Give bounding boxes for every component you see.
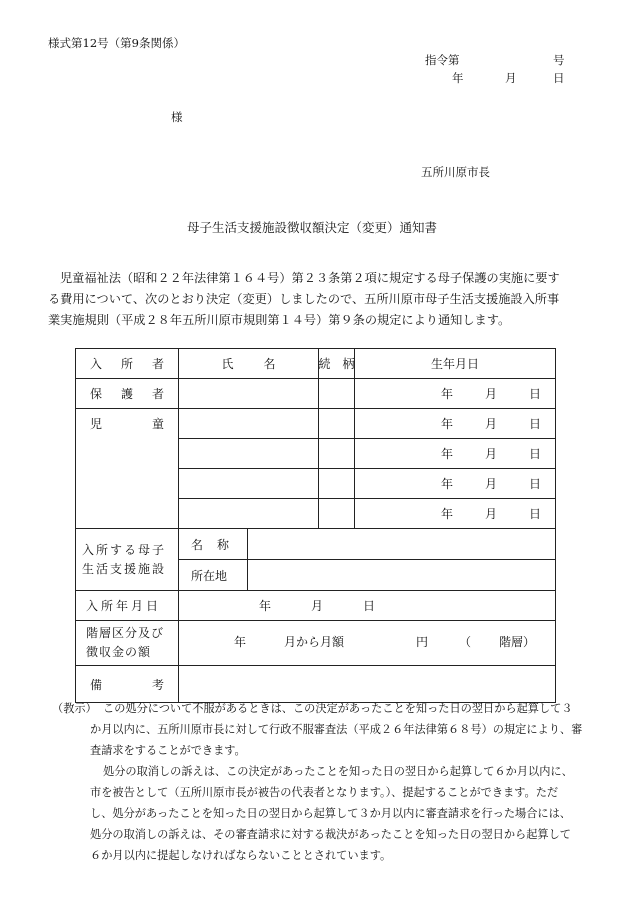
admission-date-cell[interactable]: 年 月 日 <box>179 591 556 621</box>
notice-line: ６か月以内に提起しなければならないこととされています。 <box>90 849 392 862</box>
child-name-cell[interactable] <box>179 439 319 469</box>
admission-date-label: 入所年月日 <box>76 591 179 621</box>
resident-header: 入 所 者 <box>76 349 179 379</box>
facility-name-cell[interactable] <box>248 529 556 560</box>
issuer-name: 五所川原市長 <box>421 165 490 179</box>
remarks-cell[interactable] <box>179 666 556 703</box>
body-paragraph <box>48 268 588 331</box>
facility-name-row <box>76 529 556 560</box>
notice-line: 処分の取消しの訴えは、その審査請求に対する裁決があったことを知った日の翌日から起算して <box>90 828 571 841</box>
issue-date-month: 月 <box>505 71 517 85</box>
tier-amount-cell[interactable]: 年 月から月額 円 （ 階層） <box>179 621 556 666</box>
notice-line: 処分の取消しの訴えは、この決定があったことを知った日の翌日から起算して６か月以内に、 <box>103 765 573 778</box>
child-relation-cell[interactable] <box>319 439 355 469</box>
remarks-label: 備 考 <box>76 666 179 703</box>
child-birthdate-cell[interactable]: 年 月 日 <box>355 499 556 529</box>
document-title: 母子生活支援施設徴収額決定（変更）通知書 <box>187 220 438 235</box>
facility-address-label: 所在地 <box>179 560 248 591</box>
child-label: 児 童 <box>76 409 179 529</box>
child-birthdate-cell[interactable]: 年 月 日 <box>355 439 556 469</box>
guardian-row <box>76 379 556 409</box>
directive-number-prefix: 指令第 <box>425 53 460 67</box>
notice-line: し、処分があったことを知った日の翌日から起算して３か月以内に審査請求を行った場合には、 <box>90 807 571 820</box>
child-name-cell[interactable] <box>179 409 319 439</box>
guardian-relation-cell[interactable] <box>319 379 355 409</box>
child-relation-cell[interactable] <box>319 409 355 439</box>
issue-date-day: 日 <box>553 71 565 85</box>
remarks-row <box>76 666 556 703</box>
form-number: 様式第12号（第9条関係） <box>48 36 185 50</box>
issue-date-year: 年 <box>452 71 464 85</box>
child-birthdate-cell[interactable]: 年 月 日 <box>355 409 556 439</box>
facility-name-label: 名 称 <box>179 529 248 560</box>
notice-form-table <box>75 348 556 703</box>
addressee-suffix: 様 <box>171 110 183 124</box>
child-relation-cell[interactable] <box>319 499 355 529</box>
body-line: 児童福祉法（昭和２２年法律第１６４号）第２３条第２項に規定する母子保護の実施に要す <box>60 271 560 285</box>
tier-label: 階層区分及び 徴収金の額 <box>76 621 179 666</box>
notice-line: 査請求をすることができます。 <box>90 744 246 757</box>
notice-line: 市を被告として（五所川原市長が被告の代表者となります。）、提起することができます。ただ <box>90 786 559 799</box>
facility-label: 入所する母子 生活支援施設 <box>76 529 179 591</box>
child-birthdate-cell[interactable]: 年 月 日 <box>355 469 556 499</box>
facility-address-cell[interactable] <box>248 560 556 591</box>
guardian-name-cell[interactable] <box>179 379 319 409</box>
notice-line: この処分について不服があるときは、この決定があったことを知った日の翌日から起算して３ <box>103 702 573 715</box>
tier-row <box>76 621 556 666</box>
guardian-birthdate-cell[interactable]: 年 月 日 <box>355 379 556 409</box>
notice-label: （教示） <box>52 702 97 715</box>
child-row <box>76 409 556 439</box>
child-relation-cell[interactable] <box>319 469 355 499</box>
body-line: 業実施規則（平成２８年五所川原市規則第１４号）第９条の規定により通知します。 <box>48 313 511 327</box>
name-header: 氏 名 <box>179 349 319 379</box>
child-name-cell[interactable] <box>179 469 319 499</box>
header-row <box>76 349 556 379</box>
relation-header: 続 柄 <box>319 349 355 379</box>
notice-line: か月以内に、五所川原市長に対して行政不服審査法（平成２６年法律第６８号）の規定により、審 <box>90 723 583 736</box>
child-name-cell[interactable] <box>179 499 319 529</box>
birthdate-header: 生年月日 <box>355 349 556 379</box>
directive-number-suffix: 号 <box>553 53 565 67</box>
admission-date-row <box>76 591 556 621</box>
guardian-label: 保 護 者 <box>76 379 179 409</box>
body-line: る費用について、次のとおり決定（変更）しましたので、五所川原市母子生活支援施設入所事 <box>48 292 560 306</box>
